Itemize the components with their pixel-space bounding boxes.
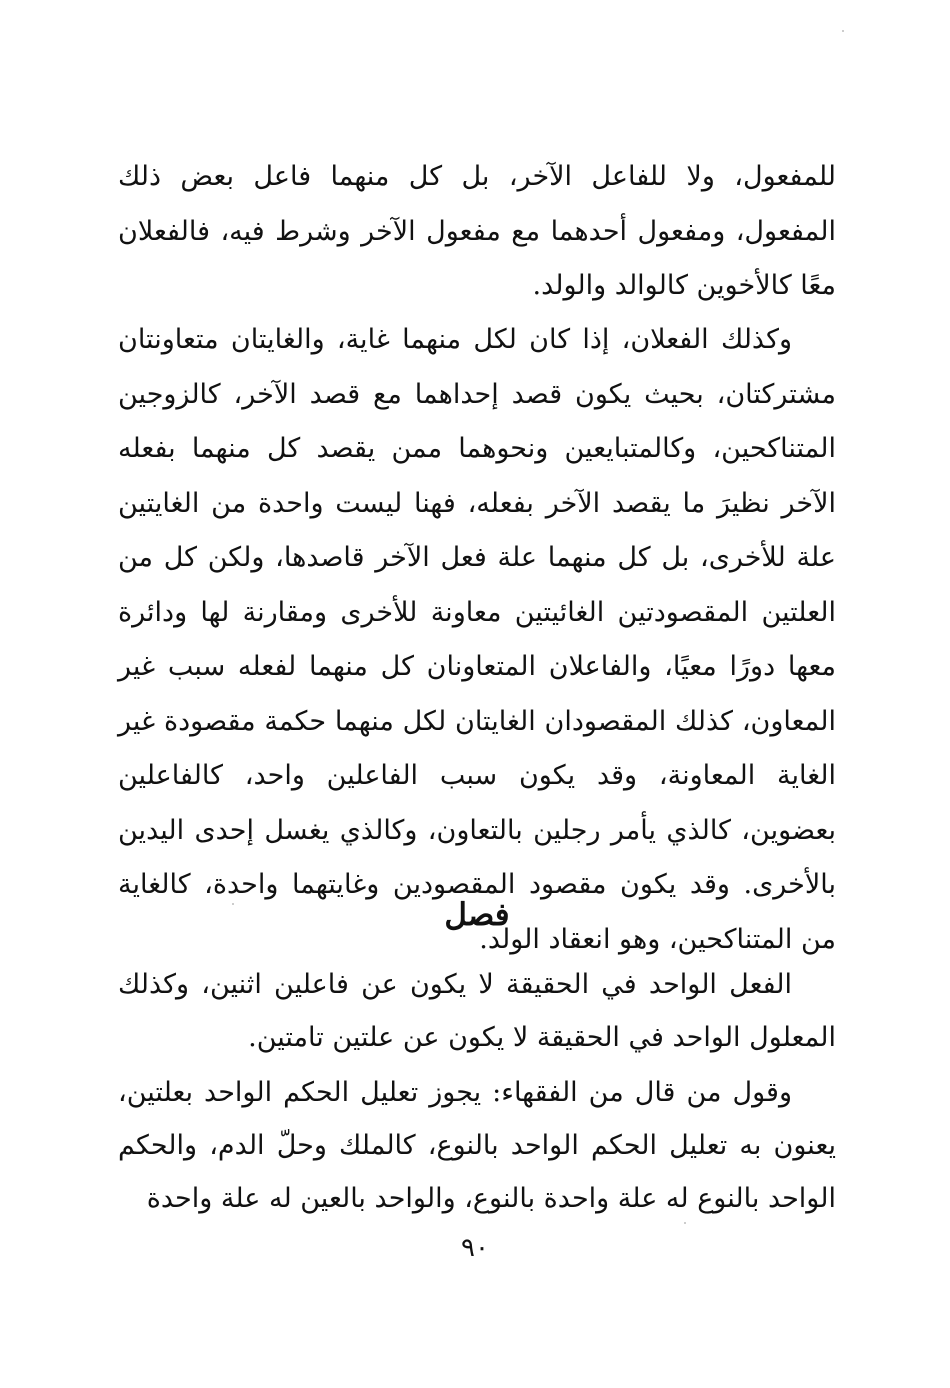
paragraph-4: وقول من قال من الفقهاء: يجوز تعليل الحكم الواحد بعلتين، يعنون به تعليل الحكم الواحد بالنوع، كالملك وحلّ الدم، والحكم الواحد بالنوع له علة واحدة بالنوع، والواحد بالعين له علة واحدة (118, 1077, 836, 1214)
paragraph-block (118, 313, 836, 967)
paragraph-3: الفعل الواحد في الحقيقة لا يكون عن فاعلين اثنين، وكذلك المعلول الواحد في الحقيقة لا يكون عن علتين تامتين. (118, 969, 836, 1053)
paragraph-block (118, 958, 836, 1064)
scan-speck (232, 903, 234, 905)
paragraph-continued (118, 150, 836, 314)
scan-speck (684, 1222, 686, 1224)
paragraph-1: للمفعول، ولا للفاعل الآخر، بل كل منهما فاعل بعض ذلك المفعول، ومفعول أحدهما مع مفعول الآخر وشرط فيه، فالفعلان معًا كالأخوين كالوالد والولد. (118, 161, 836, 301)
page-number: ٩٠ (461, 1233, 489, 1263)
section-heading: فصل (444, 897, 510, 933)
scan-speck (842, 30, 844, 32)
paragraph-block (118, 1066, 836, 1225)
paragraph-2: وكذلك الفعلان، إذا كان لكل منهما غاية، والغايتان متعاونتان مشتركتان، بحيث يكون قصد إحداهما مع قصد الآخر، كالزوجين المتناكحين، وكالمتبايعين ونحوهما ممن يقصد كل منهما بفعله الآخر نظيرَ ما يقصد الآخر بفعله، فهنا ليست واحدة من الغايتين علة للأخرى، بل كل منهما علة فعل الآخر قاصدها، ولكن كل من العلتين المقصودتين الغائيتين معاونة للأخرى ومقارنة لها ودائرة معها دورًا معيًا، والفاعلان المتعاونان كل منهما لفعله سبب غير المعاون، كذلك المقصودان الغايتان لكل منهما حكمة مقصودة غير الغاية المعاونة، وقد يكون سبب الفاعلين واحد، كالفاعلين بعضوين، كالذي يأمر رجلين بالتعاون، وكالذي يغسل إحدى اليدين بالأخرى. وقد يكون مقصود المقصودين وغايتهما واحدة، كالغاية من المتناكحين، وهو انعقاد الولد. (118, 324, 836, 955)
